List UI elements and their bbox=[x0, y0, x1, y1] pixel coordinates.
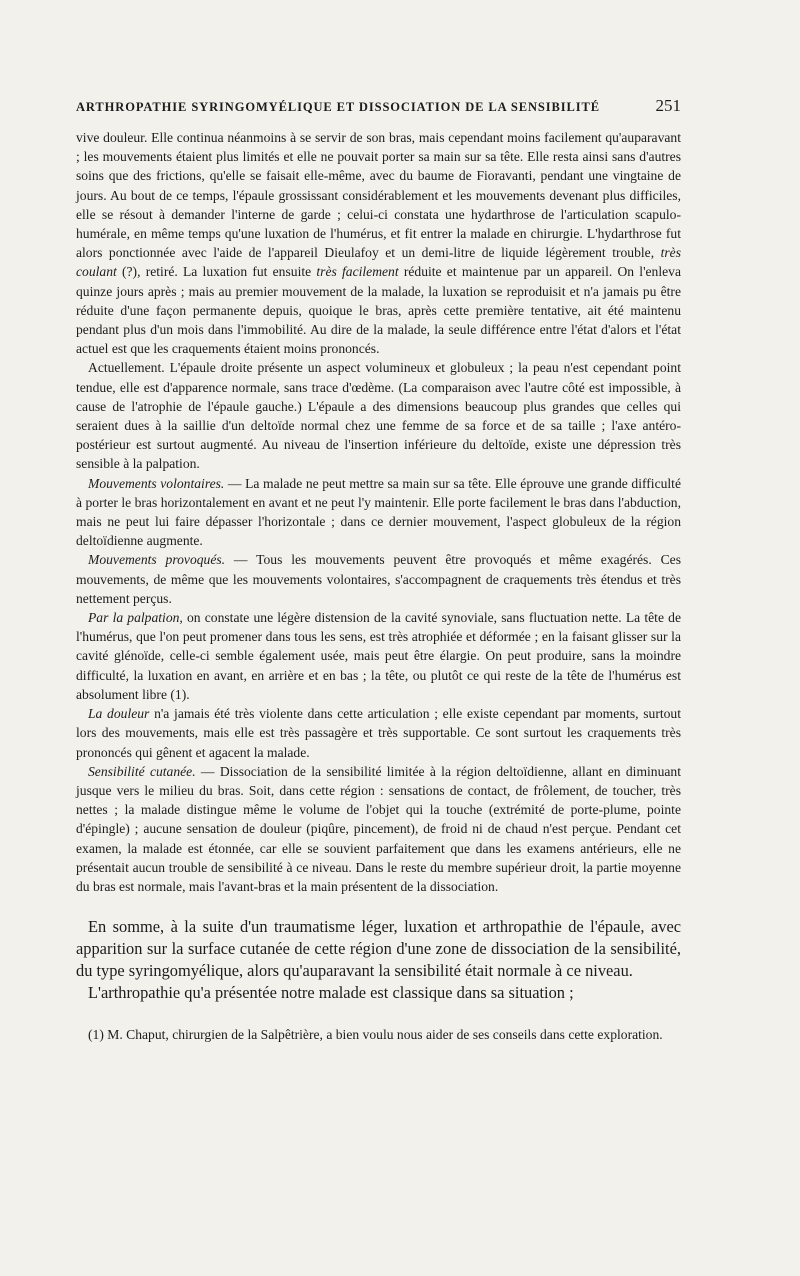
footnote bbox=[76, 1025, 681, 1044]
paragraph: vive douleur. Elle continua néanmoins à se servir de son bras, mais cependant moins facilement qu'auparavant ; les mouvements étaient plus limités et elle ne pouvait porter sa main sur sa tête. Elle resta ainsi sans d'autres soins que des frictions, qu'elle se faisait elle-même, avec du baume de Fioravanti, pendant une vingtaine de jours. Au bout de ce temps, l'épaule grossissant considérablement et les mouvements devenant plus difficiles, elle se résout à demander l'interne de garde ; celui-ci constata une hydarthrose de l'articulation scapulo-humérale, en même temps qu'une luxation de l'humérus, et fit entrer la malade en chirurgie. L'hydarthrose fut alors ponctionnée avec l'aide de l'appareil Dieulafoy et un demi-litre de liquide légèrement trouble, très coulant (?), retiré. La luxation fut ensuite très facilement réduite et maintenue par un appareil. On l'enleva quinze jours après ; mais au premier mouvement de la malade, la luxation se reproduisit et n'a jamais pu être réduite d'une façon permanente depuis, quoique le bras, après cette première tentative, ait été maintenu pendant plus d'un mois dans l'immobilité. Au dire de la malade, la seule différence entre l'état d'alors et l'état actuel est que les craquements étaient moins prononcés. bbox=[76, 130, 681, 357]
paragraph: Actuellement. L'épaule droite présente un aspect volumineux et globuleux ; la peau n'est cependant point tendue, elle est d'apparence normale, sans trace d'œdème. (La comparaison avec l'autre côté est impossible, à cause de l'atrophie de l'épaule gauche.) L'épaule a des dimensions beaucoup plus grandes que celles qui seraient dues à la saillie d'un deltoïde normal chez une femme de sa force et de sa taille ; l'axe antéro-postérieur est surtout augmenté. Au niveau de l'insertion inférieure du deltoïde, existe une dépression très sensible à la palpation. bbox=[76, 360, 681, 472]
paragraph: Mouvements volontaires. — La malade ne peut mettre sa main sur sa tête. Elle éprouve une grande difficulté à porter le bras horizontalement en avant et ne peut l'y maintenir. Elle porte facilement le bras dans l'abduction, mais ne peut lui faire dépasser l'horizontale ; dans ce dernier mouvement, l'aspect globuleux de la région deltoïdienne augmente. bbox=[76, 475, 681, 549]
running-header bbox=[76, 96, 681, 116]
paragraph: Sensibilité cutanée. — Dissociation de la sensibilité limitée à la région deltoïdienne, allant en diminuant jusque vers le milieu du bras. Soit, dans cette région : sensations de contact, de frôlement, de toucher, très nettes ; la malade distingue même le volume de l'objet qui la touche (extrémité de porte-plume, pointe d'épingle) ; aucune sensation de douleur (piqûre, pincement), de froid ni de chaud n'est perçue. Pendant cet examen, la malade est étonnée, car elle se souvient parfaitement que dans les examens antérieurs, elle ne présentait aucun trouble de sensibilité à ce niveau. Dans le reste du membre supérieur droit, la partie moyenne du bras est normale, mais l'avant-bras et la main présentent de la dissociation. bbox=[76, 763, 681, 894]
page bbox=[76, 96, 681, 1044]
summary-paragraph: L'arthropathie qu'a présentée notre malade est classique dans sa situation ; bbox=[88, 982, 574, 1002]
footnote-text: (1) M. Chaput, chirurgien de la Salpêtrière, a bien voulu nous aider de ses conseils dans cette exploration. bbox=[88, 1027, 663, 1043]
summary-text bbox=[76, 916, 681, 1003]
paragraph: La douleur n'a jamais été très violente dans cette articulation ; elle existe cependant par moments, surtout lors des mouvements, mais elle est très passagère et très supportable. Ce sont surtout les craquements très prononcés qui gênent et agacent la malade. bbox=[76, 706, 681, 760]
running-title: ARTHROPATHIE SYRINGOMYÉLIQUE ET DISSOCIATION DE LA SENSIBILITÉ bbox=[76, 100, 601, 114]
summary-paragraph: En somme, à la suite d'un traumatisme léger, luxation et arthropathie de l'épaule, avec apparition sur la surface cutanée de cette région d'une zone de dissociation de la sensibilité, du type syringomyélique, alors qu'auparavant la sensibilité était normale à ce niveau. bbox=[76, 917, 681, 980]
paragraph: Mouvements provoqués. — Tous les mouvements peuvent être provoqués et même exagérés. Ces mouvements, de même que les mouvements volontaires, s'accompagnent de craquements très étendus et très nettement perçus. bbox=[76, 552, 681, 606]
paragraph: Par la palpation, on constate une légère distension de la cavité synoviale, sans fluctuation nette. La tête de l'humérus, que l'on peut promener dans tous les sens, est très atrophiée et déformée ; en la faisant glisser sur la cavité glénoïde, celle-ci semble également usée, mais peut être élargie. On peut produire, sans la moindre difficulté, la luxation en avant, en arrière et en bas ; la tête, ou plutôt ce qui reste de la tête de l'humérus est absolument libre (1). bbox=[76, 610, 681, 702]
case-report-text bbox=[76, 128, 681, 896]
page-number: 251 bbox=[655, 96, 681, 115]
